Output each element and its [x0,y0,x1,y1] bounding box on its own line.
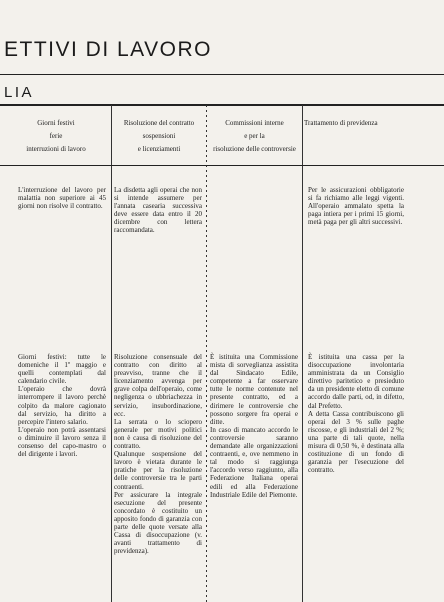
cell-upper-1: L'interruzione del lavoro per malattia non superiore ai 45 giorni non risolve il contratto. [18,186,106,211]
page-title: ETTIVI DI LAVORO [4,38,212,61]
cell-lower-3: È istituita una Commissione mista di sorveglianza assistita dal Sindacato Edile, competente a far osservare tutte le norme contenute nel presente contratto, ed a dirimere le controversie che possono sorgere fra operai e ditte. In caso di mancato accordo le controversie saranno demandate alle organizzazioni contraenti, e, ove nemmeno in tal modo si raggiunga l'accordo verso raggiunto, alla Federazione Italiana operai edili ed alla Federazione Industriale Edile del Piemonte. [210,353,298,499]
header-previdenza: Trattamento di previdenza [304,119,378,127]
table-top-rule [0,104,444,106]
cell-lower-4: È istituita una cassa per la disoccupazione involontaria amministrata da un Consiglio direttivo paritetico e presieduto da un presidente eletto di comune accordo dalle parti, od, in difetto, dal Prefetto. A detta Cassa contribuiscono gli operai del 3 % sulle paghe riscosse, e gli industriali del 2 %; una parte di tali quote, nella misura di 0,50 %, è destinata alla costituzione di un fondo di garanzia per l'esecuzione del contratto. [308,353,404,475]
cell-upper-2: La disdetta agli operai che non si intende assumere per l'annata casearia successiva deve essere data entro il 20 dicembre con lettera raccomandata. [114,186,202,235]
title-rule [0,74,444,75]
header-feriali: Giorni festivi ferie interruzioni di lavoro [26,119,86,153]
header-bottom-rule [0,165,444,166]
header-risoluzione: Risoluzione del contratto sospensioni e licenziamenti [123,119,195,153]
page-subtitle: LIA [4,84,35,101]
cell-lower-2: Risoluzione consensuale del contratto con diritto al preavviso, tranne che il licenziamento avvenga per grave colpa dell'operaio, come negligenza o ubbriachezza in servizio, insubordinazione, ecc. La serrata o lo sciopero generale per motivi politici non è causa di risoluzione del contratto. Qualunque sospensione del lavoro è vietata durante le pratiche per la risoluzione delle controversie tra le parti contraenti. Per assicurare la integrale esecuzione del presente concordato è costituito un apposito fondo di garanzia con parte delle quote versate alla Cassa di disoccupazione (v. avanti trattamento di previdenza). [114,353,202,556]
header-commissioni: Commissioni interne e per la risoluzione delle controversie [213,119,296,153]
column-divider-2 [206,105,207,602]
column-divider-1 [111,105,112,602]
cell-upper-4: Per le assicurazioni obbligatorie si fa richiamo alle leggi vigenti. All'operaio ammalato spetta la paga intiera per i primi 15 giorni, metà paga per gli altri successivi. [308,186,404,227]
column-divider-3 [302,105,303,602]
cell-lower-1: Giorni festivi: tutte le domeniche il 1º maggio e quelli contemplati dal calendario civile. L'operaio che dovrà interrompere il lavoro perchè colpito da malore cagionato dal servizio, ha diritto a percepire l'intero salario. L'operaio non potrà assentarsi o diminuire il lavoro senza il consenso del capo-mastro o del dirigente i lavori. [18,353,106,459]
